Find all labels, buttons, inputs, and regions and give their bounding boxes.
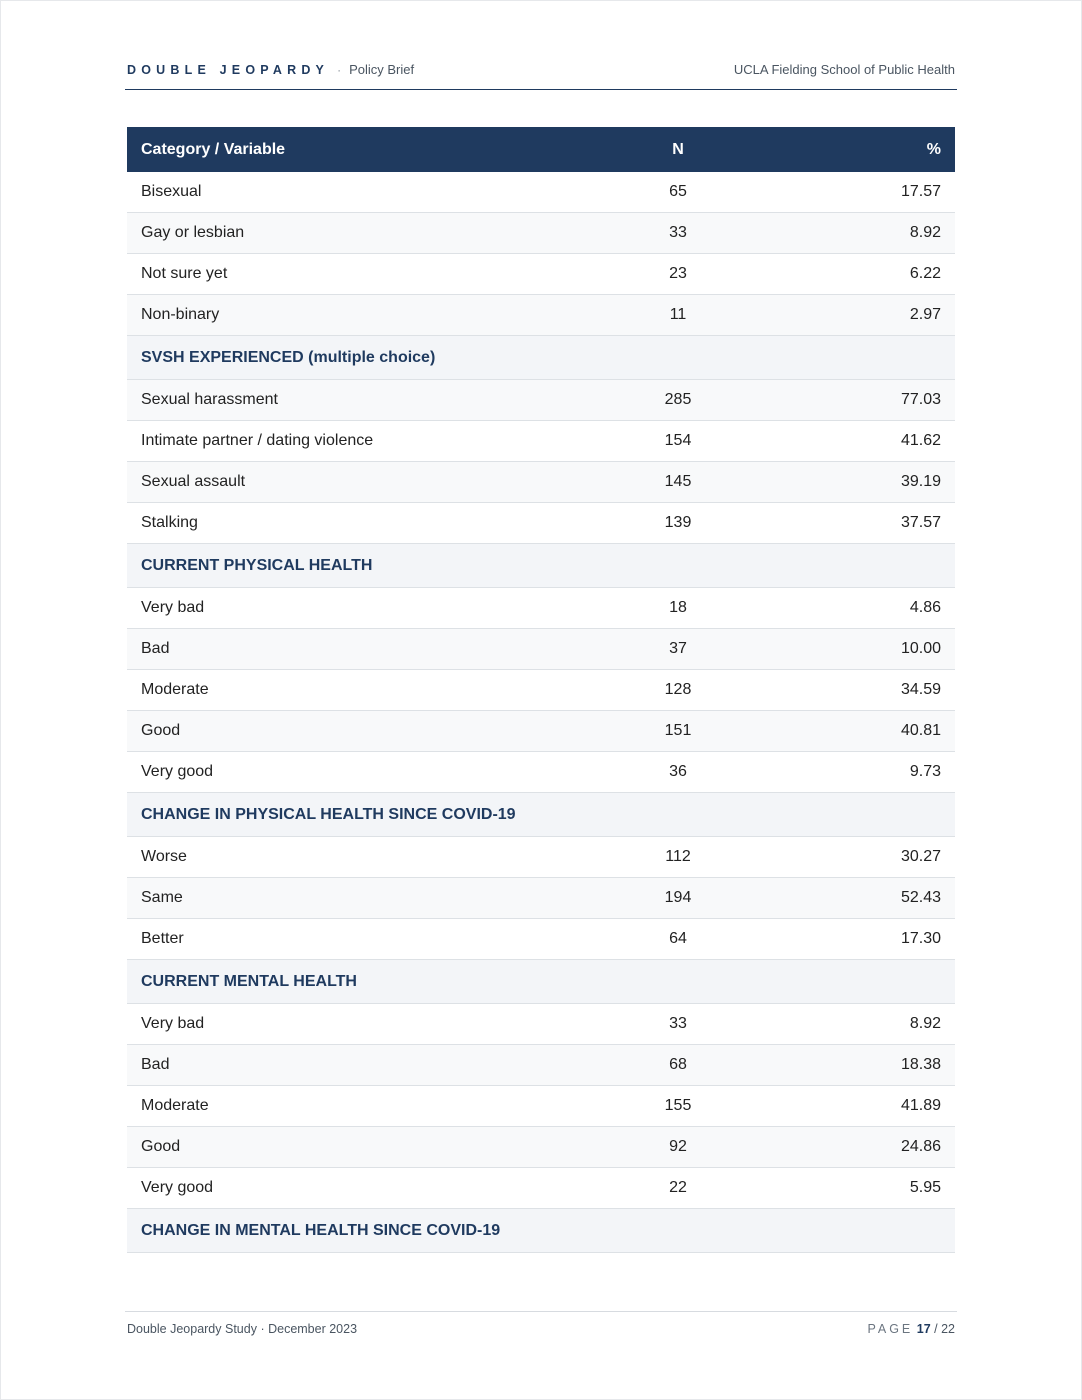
row-percent-value: 39.19	[752, 462, 955, 503]
row-percent-value: 40.81	[752, 711, 955, 752]
row-label: Worse	[127, 837, 604, 878]
row-percent-value: 24.86	[752, 1127, 955, 1168]
row-n-value: 145	[604, 462, 752, 503]
section-header-label: CHANGE IN MENTAL HEALTH SINCE COVID-19	[127, 1209, 955, 1253]
section-header-row	[127, 793, 955, 837]
row-n-value: 112	[604, 837, 752, 878]
row-label: Gay or lesbian	[127, 213, 604, 254]
row-n-value: 285	[604, 380, 752, 421]
row-label: Sexual harassment	[127, 380, 604, 421]
row-percent-value: 41.89	[752, 1086, 955, 1127]
footer-separator: ·	[260, 1322, 265, 1336]
row-label: Intimate partner / dating violence	[127, 421, 604, 462]
footer-date: December 2023	[268, 1322, 358, 1336]
section-header-label: CURRENT MENTAL HEALTH	[127, 960, 955, 1004]
table-row	[127, 629, 955, 670]
row-percent-value: 2.97	[752, 295, 955, 336]
row-n-value: 36	[604, 752, 752, 793]
row-n-value: 65	[604, 172, 752, 213]
row-percent-value: 4.86	[752, 588, 955, 629]
row-label: Better	[127, 919, 604, 960]
table-row	[127, 752, 955, 793]
row-label: Bad	[127, 1045, 604, 1086]
row-percent-value: 18.38	[752, 1045, 955, 1086]
row-label: Bad	[127, 629, 604, 670]
section-header-label: CHANGE IN PHYSICAL HEALTH SINCE COVID-19	[127, 793, 955, 837]
table-row	[127, 1127, 955, 1168]
row-percent-value: 30.27	[752, 837, 955, 878]
table-row	[127, 588, 955, 629]
table-row	[127, 172, 955, 213]
section-header-row	[127, 336, 955, 380]
row-percent-value: 17.30	[752, 919, 955, 960]
row-percent-value: 10.00	[752, 629, 955, 670]
brand-separator: ·	[337, 63, 342, 77]
table-row	[127, 1168, 955, 1209]
row-label: Non-binary	[127, 295, 604, 336]
table-row	[127, 878, 955, 919]
section-header-label: CURRENT PHYSICAL HEALTH	[127, 544, 955, 588]
row-label: Very good	[127, 752, 604, 793]
table-row	[127, 421, 955, 462]
row-n-value: 18	[604, 588, 752, 629]
row-label: Bisexual	[127, 172, 604, 213]
row-label: Very bad	[127, 1004, 604, 1045]
footer-study: Double Jeopardy Study	[127, 1322, 257, 1336]
row-n-value: 139	[604, 503, 752, 544]
data-table	[127, 127, 955, 1253]
table-row	[127, 837, 955, 878]
row-n-value: 154	[604, 421, 752, 462]
row-label: Very bad	[127, 588, 604, 629]
section-header-row	[127, 960, 955, 1004]
row-n-value: 92	[604, 1127, 752, 1168]
page-header	[125, 62, 957, 90]
row-n-value: 64	[604, 919, 752, 960]
page-total: / 22	[934, 1322, 955, 1336]
page-footer	[125, 1311, 957, 1336]
column-header-category: Category / Variable	[127, 127, 604, 172]
table-row	[127, 1004, 955, 1045]
row-label: Same	[127, 878, 604, 919]
row-n-value: 11	[604, 295, 752, 336]
row-n-value: 23	[604, 254, 752, 295]
row-label: Good	[127, 711, 604, 752]
row-label: Stalking	[127, 503, 604, 544]
row-percent-value: 6.22	[752, 254, 955, 295]
section-header-row	[127, 1209, 955, 1253]
brand-subtitle: Policy Brief	[349, 62, 415, 77]
row-n-value: 194	[604, 878, 752, 919]
row-percent-value: 9.73	[752, 752, 955, 793]
table-row	[127, 380, 955, 421]
row-label: Moderate	[127, 1086, 604, 1127]
column-header-n: N	[604, 127, 752, 172]
row-label: Not sure yet	[127, 254, 604, 295]
table-body	[127, 172, 955, 1253]
row-percent-value: 37.57	[752, 503, 955, 544]
table-row	[127, 711, 955, 752]
row-percent-value: 34.59	[752, 670, 955, 711]
table-row	[127, 503, 955, 544]
table-row	[127, 254, 955, 295]
table-row	[127, 1086, 955, 1127]
row-percent-value: 8.92	[752, 213, 955, 254]
row-label: Sexual assault	[127, 462, 604, 503]
header-brand	[125, 62, 414, 77]
table-row	[127, 670, 955, 711]
row-percent-value: 77.03	[752, 380, 955, 421]
section-header-label: SVSH EXPERIENCED (multiple choice)	[127, 336, 955, 380]
row-percent-value: 8.92	[752, 1004, 955, 1045]
row-percent-value: 17.57	[752, 172, 955, 213]
row-n-value: 68	[604, 1045, 752, 1086]
page-number	[867, 1322, 957, 1336]
row-n-value: 37	[604, 629, 752, 670]
section-header-row	[127, 544, 955, 588]
row-percent-value: 5.95	[752, 1168, 955, 1209]
row-n-value: 155	[604, 1086, 752, 1127]
row-label: Moderate	[127, 670, 604, 711]
row-n-value: 151	[604, 711, 752, 752]
table-row	[127, 462, 955, 503]
table-row	[127, 213, 955, 254]
row-n-value: 22	[604, 1168, 752, 1209]
row-percent-value: 52.43	[752, 878, 955, 919]
footer-left	[125, 1322, 357, 1336]
header-institution: UCLA Fielding School of Public Health	[733, 62, 955, 77]
page-current: 17	[916, 1322, 931, 1336]
row-n-value: 33	[604, 213, 752, 254]
row-percent-value: 41.62	[752, 421, 955, 462]
row-label: Good	[127, 1127, 604, 1168]
row-n-value: 33	[604, 1004, 752, 1045]
column-header-percent: %	[752, 127, 955, 172]
brand-title: DOUBLE JEOPARDY	[127, 63, 330, 77]
row-label: Very good	[127, 1168, 604, 1209]
table-header-row	[127, 127, 955, 172]
table-row	[127, 1045, 955, 1086]
table-row	[127, 919, 955, 960]
table-row	[127, 295, 955, 336]
row-n-value: 128	[604, 670, 752, 711]
page-label: PAGE	[867, 1322, 914, 1336]
